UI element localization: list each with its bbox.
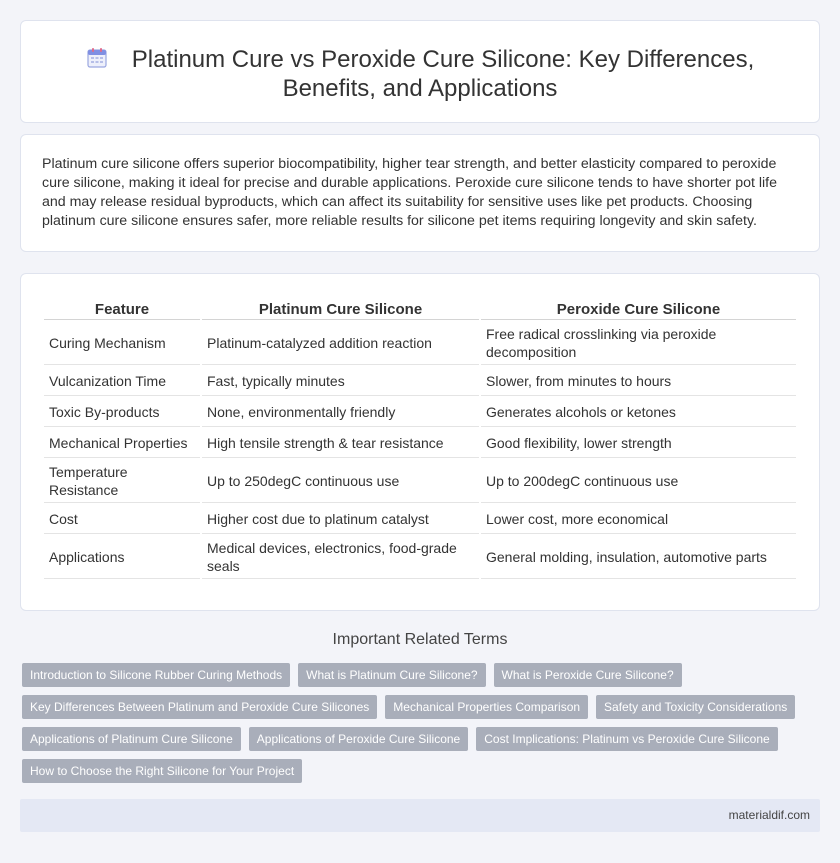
cell-feature: Applications bbox=[44, 536, 200, 579]
related-term-link[interactable]: How to Choose the Right Silicone for Your Project bbox=[22, 759, 302, 783]
table-row bbox=[44, 322, 796, 365]
cell-peroxide: Free radical crosslinking via peroxide decomposition bbox=[481, 322, 796, 365]
footer-site-link[interactable]: materialdif.com bbox=[728, 808, 810, 822]
related-term-link[interactable]: Applications of Peroxide Cure Silicone bbox=[249, 727, 468, 751]
comparison-card bbox=[20, 273, 820, 611]
table-row bbox=[44, 398, 796, 427]
related-term-link[interactable]: Safety and Toxicity Considerations bbox=[596, 695, 795, 719]
cell-feature: Temperature Resistance bbox=[44, 460, 200, 503]
table-row bbox=[44, 505, 796, 534]
related-term-link[interactable]: What is Peroxide Cure Silicone? bbox=[494, 663, 682, 687]
header-feature: Feature bbox=[44, 298, 200, 320]
cell-peroxide: Lower cost, more economical bbox=[481, 505, 796, 534]
calendar-icon bbox=[86, 47, 108, 69]
cell-platinum: Medical devices, electronics, food-grade seals bbox=[202, 536, 479, 579]
related-term-link[interactable]: What is Platinum Cure Silicone? bbox=[298, 663, 485, 687]
cell-peroxide: General molding, insulation, automotive parts bbox=[481, 536, 796, 579]
cell-peroxide: Slower, from minutes to hours bbox=[481, 367, 796, 396]
cell-feature: Vulcanization Time bbox=[44, 367, 200, 396]
table-row bbox=[44, 460, 796, 503]
page-title-wrap bbox=[41, 45, 799, 103]
table-row bbox=[44, 536, 796, 579]
page-title: Platinum Cure vs Peroxide Cure Silicone: Key Differences, Benefits, and Applications bbox=[131, 46, 755, 102]
cell-platinum: None, environmentally friendly bbox=[202, 398, 479, 427]
cell-peroxide: Up to 200degC continuous use bbox=[481, 460, 796, 503]
related-terms-heading: Important Related Terms bbox=[332, 631, 508, 648]
cell-platinum: Up to 250degC continuous use bbox=[202, 460, 479, 503]
table-row bbox=[44, 367, 796, 396]
comparison-table bbox=[42, 296, 798, 581]
related-term-link[interactable]: Applications of Platinum Cure Silicone bbox=[22, 727, 241, 751]
related-terms-list bbox=[22, 663, 812, 783]
cell-peroxide: Good flexibility, lower strength bbox=[481, 429, 796, 458]
cell-peroxide: Generates alcohols or ketones bbox=[481, 398, 796, 427]
cell-feature: Cost bbox=[44, 505, 200, 534]
title-card bbox=[20, 20, 820, 123]
header-peroxide: Peroxide Cure Silicone bbox=[481, 298, 796, 320]
cell-feature: Curing Mechanism bbox=[44, 322, 200, 365]
cell-platinum: Higher cost due to platinum catalyst bbox=[202, 505, 479, 534]
header-platinum: Platinum Cure Silicone bbox=[202, 298, 479, 320]
related-term-link[interactable]: Key Differences Between Platinum and Peroxide Cure Silicones bbox=[22, 695, 377, 719]
table-header-row bbox=[44, 298, 796, 320]
summary-card bbox=[20, 134, 820, 252]
cell-platinum: High tensile strength & tear resistance bbox=[202, 429, 479, 458]
cell-feature: Mechanical Properties bbox=[44, 429, 200, 458]
related-term-link[interactable]: Introduction to Silicone Rubber Curing Methods bbox=[22, 663, 290, 687]
related-term-link[interactable]: Mechanical Properties Comparison bbox=[385, 695, 588, 719]
cell-feature: Toxic By-products bbox=[44, 398, 200, 427]
related-term-link[interactable]: Cost Implications: Platinum vs Peroxide Cure Silicone bbox=[476, 727, 777, 751]
summary-text: Platinum cure silicone offers superior biocompatibility, higher tear strength, and better elasticity compared to peroxide cure silicone, making it ideal for precise and durable applications. Peroxide cure silicone tends to have shorter pot life and may release residual byproducts, which can affect its suitability for sensitive uses like pet products. Choosing platinum cure silicone ensures safer, more reliable results for silicone pet items requiring longevity and skin safety. bbox=[42, 156, 777, 229]
cell-platinum: Fast, typically minutes bbox=[202, 367, 479, 396]
table-row bbox=[44, 429, 796, 458]
cell-platinum: Platinum-catalyzed addition reaction bbox=[202, 322, 479, 365]
footer-bar bbox=[20, 799, 820, 832]
